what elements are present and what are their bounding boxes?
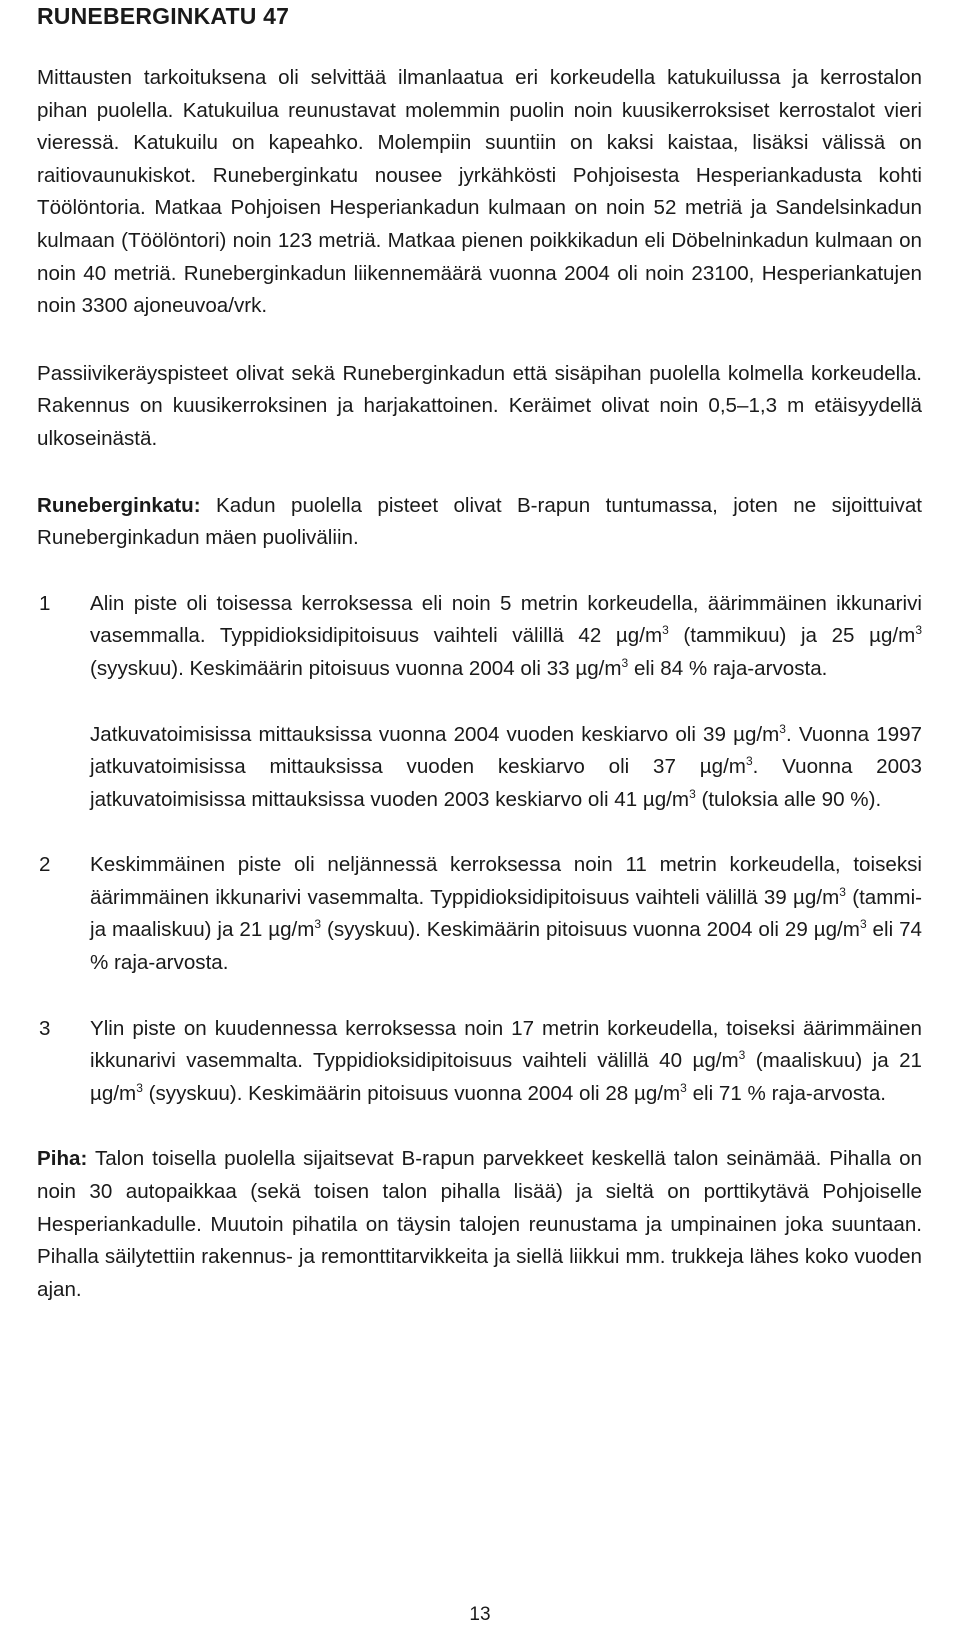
street-paragraph [37, 490, 922, 555]
street-text: Kadun puolella pisteet olivat B-rapun tuntumassa, joten ne sijoittuivat Runeberginkadun mäen puoliväliin. [37, 493, 922, 550]
intro-paragraph: Mittausten tarkoituksena oli selvittää ilmanlaatua eri korkeudella katukuilussa ja kerrostalon pihan puolella. Katukuilua reunustavat molemmin puolin noin kuusikerroksiset kerrostalot vieri vieressä. Katukuilu on kapeahko. Molempiin suuntiin on kaksi kaistaa, lisäksi välissä on raitiovaunukiskot. Runeberginkatu nousee jyrkähkösti Pohjoisesta Hesperiankadusta kohti Töölöntoria. Matkaa Pohjoisen Hesperiankadun kulmaan on noin 52 metriä ja Sandelsinkadun kulmaan (Töölöntori) noin 123 metriä. Matkaa pienen poikkikadun eli Döbelninkadun kulmaan on noin 40 metriä. Runeberginkadun liikennemäärä vuonna 2004 oli noin 23100, Hesperiankatujen noin 3300 ajoneuvoa/vrk. [37, 66, 922, 318]
collectors-paragraph: Passiivikeräyspisteet olivat sekä Runeberginkadun että sisäpihan puolella kolmella korkeudella. Rakennus on kuusikerroksinen ja harjakattoinen. Keräimet olivat noin 0,5–1,3 m etäisyydellä ulkoseinästä. [37, 361, 922, 450]
point-body [90, 588, 922, 817]
point-body [90, 1013, 922, 1111]
document-page [37, 0, 922, 1306]
page-number: 13 [469, 1604, 491, 1625]
point-description: Keskimmäinen piste oli neljännessä kerroksessa noin 11 metrin korkeudella, toiseksi äärimmäinen ikkunarivi vasemmalta. Typpidioksidipitoisuus vaihteli välillä 39 $\mu g/m^3$ (tammi- ja maaliskuu) ja 21 $\mu g/m^3$ (syyskuu). Keskimäärin pitoisuus vuonna 2004 oli 29 $\mu g/m^3$ eli 74 % raja-arvosta. [90, 853, 922, 975]
street-label: Runeberginkatu: [37, 493, 201, 517]
point-number: 2 [39, 853, 51, 877]
continuous-measurements-paragraph: Jatkuvatoimisissa mittauksissa vuonna 2004 vuoden keskiarvo oli 39 $\mu g/m^3$. Vuonna 1997 jatkuvatoimisissa mittauksissa vuoden keskiarvo oli 37 $\mu g/m^3$. Vuonna 2003 jatkuvatoimisissa mittauksissa vuoden 2003 keskiarvo oli 41 $\mu g/m^3$ (tuloksia alle 90 %). [90, 721, 922, 811]
section-title: RUNEBERGINKATU 47 [37, 3, 290, 29]
point-number: 1 [39, 591, 51, 615]
yard-text: Talon toisella puolella sijaitsevat B-rapun parvekkeet keskellä talon seinämää. Pihalla on noin 30 autopaikkaa (sekä toisen talon pihalla lisää) ja sieltä on porttikytävä Pohjoiselle Hesperiankadulle. Muutoin pihatila on täysin talojen reunustama ja umpinainen joka suuntaan. Pihalla säilytettiin rakennus- ja remonttitarvikkeita ja siellä liikkui mm. trukkeja lähes koko vuoden ajan. [37, 1147, 922, 1301]
yard-paragraph [37, 1143, 922, 1306]
point-body [90, 849, 922, 979]
measurement-point-2 [37, 849, 922, 979]
measurement-point-3 [37, 1013, 922, 1111]
point-number: 3 [39, 1016, 51, 1040]
measurement-point-1 [37, 588, 922, 817]
point-description: Alin piste oli toisessa kerroksessa eli noin 5 metrin korkeudella, äärimmäinen ikkunarivi vasemmalla. Typpidioksidipitoisuus vaihteli välillä 42 $\mu g/m^3$ (tammikuu) ja 25 $\mu g/m^3$ (syyskuu). Keskimäärin pitoisuus vuonna 2004 oli 33 $\mu g/m^3$ eli 84 % raja-arvosta. [90, 591, 922, 680]
yard-label: Piha: [37, 1147, 88, 1171]
point-description: Ylin piste on kuudennessa kerroksessa noin 17 metrin korkeudella, toiseksi äärimmäinen ikkunarivi vasemmalta. Typpidioksidipitoisuus vaihteli välillä 40 $\mu g/m^3$ (maaliskuu) ja 21 $\mu g/m^3$ (syyskuu). Keskimäärin pitoisuus vuonna 2004 oli 28 $\mu g/m^3$ eli 71 % raja-arvosta. [90, 1016, 922, 1105]
